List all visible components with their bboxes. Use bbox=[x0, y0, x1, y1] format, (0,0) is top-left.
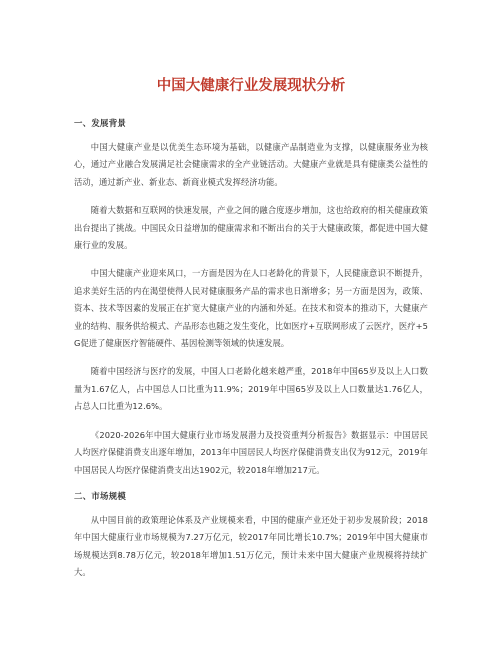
paragraph: 中国大健康产业是以优美生态环境为基础，以健康产品制造业为支撑，以健康服务业为核心，通过产业融合发展满足社会健康需求的全产业链活动。大健康产业就是具有健康类公益性的活动，通过新产业、新业态、新商业模式发挥经济功能。 bbox=[74, 142, 428, 187]
paragraph: 《2020-2026年中国大健康行业市场发展潜力及投资重判分析报告》数据显示：中国居民人均医疗保健消费支出逐年增加，2013年中国居民人均医疗保健消费支出仅为912元，2019年中国居民人均医疗保健消费支出达1902元，较2018年增加217元。 bbox=[74, 429, 428, 475]
section-market-size bbox=[74, 490, 428, 582]
section-heading-background: 一、发展背景 bbox=[74, 118, 127, 128]
section-background bbox=[74, 117, 428, 479]
paragraph: 中国大健康产业迎来风口，一方面是因为在人口老龄化的背景下，人民健康意识不断提升，追求美好生活的内在渴望使得人民对健康服务产品的需求也日渐增多；另一方面是因为，政策、资本、技术等因素的发展正在扩宽大健康产业的内涵和外延。在技术和资本的推动下，大健康产业的结构、服务供给模式、产品形态也随之发生变化，比如医疗+互联网形成了云医疗，医疗+5G促进了健康医疗智能硬件、基因检测等领域的快速发展。 bbox=[74, 268, 428, 349]
paragraph: 从中国目前的政策理论体系及产业规模来看，中国的健康产业还处于初步发展阶段；2018年中国大健康行业市场规模为7.27万亿元，较2017年同比增长10.7%；2019年中国大健康市场规模达到8.78万亿元，较2018年增加1.51万亿元，预计未来中国大健康产业规模将持续扩大。 bbox=[74, 514, 428, 578]
section-heading-market-size: 二、市场规模 bbox=[74, 490, 127, 501]
paragraph: 随着大数据和互联网的快速发展，产业之间的融合度逐步增加，这也给政府的相关健康政策出台提出了挑战。中国民众日益增加的健康需求和不断出台的关于大健康政策，都促进中国大健康行业的发展。 bbox=[74, 205, 428, 251]
paragraph: 随着中国经济与医疗的发展，中国人口老龄化越来越严重，2018年中国65岁及以上人口数量为1.67亿人，占中国总人口比重为11.9%；2019年中国65岁及以上人口数量达1.76亿人，占总人口比重为12.6%。 bbox=[74, 366, 428, 412]
document-title: 中国大健康行业发展现状分析 bbox=[156, 78, 346, 94]
